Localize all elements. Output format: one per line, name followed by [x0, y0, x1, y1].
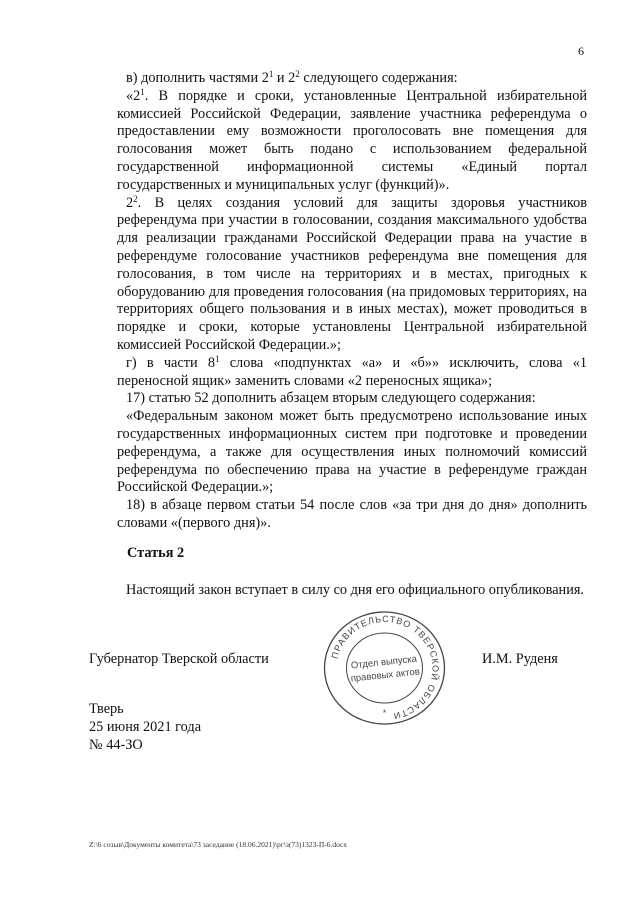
text-run: 18) в абзаце первом статьи 54 после слов «за три дня до дня» дополнить словами «(первого дня)». [117, 497, 587, 531]
stamp-star-icon: * [382, 708, 387, 718]
signatory-name: И.М. Руденя [482, 651, 558, 667]
text-run: г) в части 8 [126, 354, 215, 371]
file-path: Z:\6 созыв\Документы комитета\73 заседание (18.06.2021)\рг\з(73)1323-П-6.docx [89, 840, 347, 849]
text-run: и 2 [273, 70, 296, 86]
issue-details [89, 701, 201, 754]
superscript: 1 [214, 353, 220, 364]
paragraph-fed [117, 408, 587, 497]
paragraph-p21 [117, 88, 587, 195]
stamp-line-2: правовых актов [350, 666, 421, 685]
text-run: 17) статью 52 дополнить абзацем вторым следующего содержания: [126, 390, 536, 407]
article-heading: Статья 2 [127, 545, 185, 561]
paragraph-v [117, 70, 587, 88]
superscript: 1 [140, 86, 145, 97]
text-run: «Федеральным законом может быть предусмотрено использование иных государственных информационных систем при подготовке и проведении референдума, а также для осуществления иных полномочий комиссий референдума по обеспечению права на участие в референдуме граждан Российской Федерации.»; [117, 408, 587, 496]
text-run: слова «подпунктах «а» и «б»» исключить, слова «1 переносной ящик» заменить словами «2 переносных ящика»; [117, 354, 587, 389]
text-run: «2 [126, 87, 141, 104]
page-number: 6 [578, 44, 584, 58]
paragraph-p17 [117, 390, 587, 408]
superscript: 2 [295, 69, 300, 79]
text-run: в) дополнить частями 2 [126, 70, 269, 86]
superscript: 2 [133, 193, 138, 204]
paragraph-g [117, 355, 587, 391]
law-number: № 44-ЗО [89, 736, 143, 753]
article-text: Настоящий закон вступает в силу со дня его официального опубликования. [126, 582, 584, 598]
text-run: следующего содержания: [299, 70, 458, 86]
paragraph-p22 [117, 195, 587, 355]
stamp-ring-text: ПРАВИТЕЛЬСТВО ТВЕРСКОЙ ОБЛАСТИ [329, 613, 441, 722]
superscript: 1 [268, 69, 274, 79]
text-run: 2 [126, 194, 134, 211]
issue-place: Тверь [89, 701, 124, 717]
paragraph-p18 [117, 497, 587, 533]
text-run: . В целях создания условий для защиты здоровья участников референдума при участии в голосовании, создания максимального удобства для реализации гражданами Российской Федерации права на участие в референдуме голосование участников референдума вне помещения для голосования, в том числе на территориях и в местах, пригодных к оборудованию для проведения голосования (на придомовых территориях, на территориях общего пользования и в иных местах), может проводиться в порядке и сроки, которые установлены Центральной избирательной комиссией Российской Федерации.»; [117, 194, 587, 353]
text-run: . В порядке и сроки, установленные Центральной избирательной комиссией Российской Федерации, заявление участника референдума о предоставлении ему возможности проголосовать вне помещения для голосования может быть подано с использованием федеральной государственной информационной системы «Единый портал государственных и муниципальных услуг (функций)». [117, 87, 587, 193]
official-stamp [312, 610, 457, 728]
issue-date: 25 июня 2021 года [89, 718, 202, 735]
signatory-position: Губернатор Тверской области [89, 651, 269, 667]
amendments-text [117, 70, 587, 533]
stamp-line-1: Отдел выпуска [350, 653, 418, 672]
